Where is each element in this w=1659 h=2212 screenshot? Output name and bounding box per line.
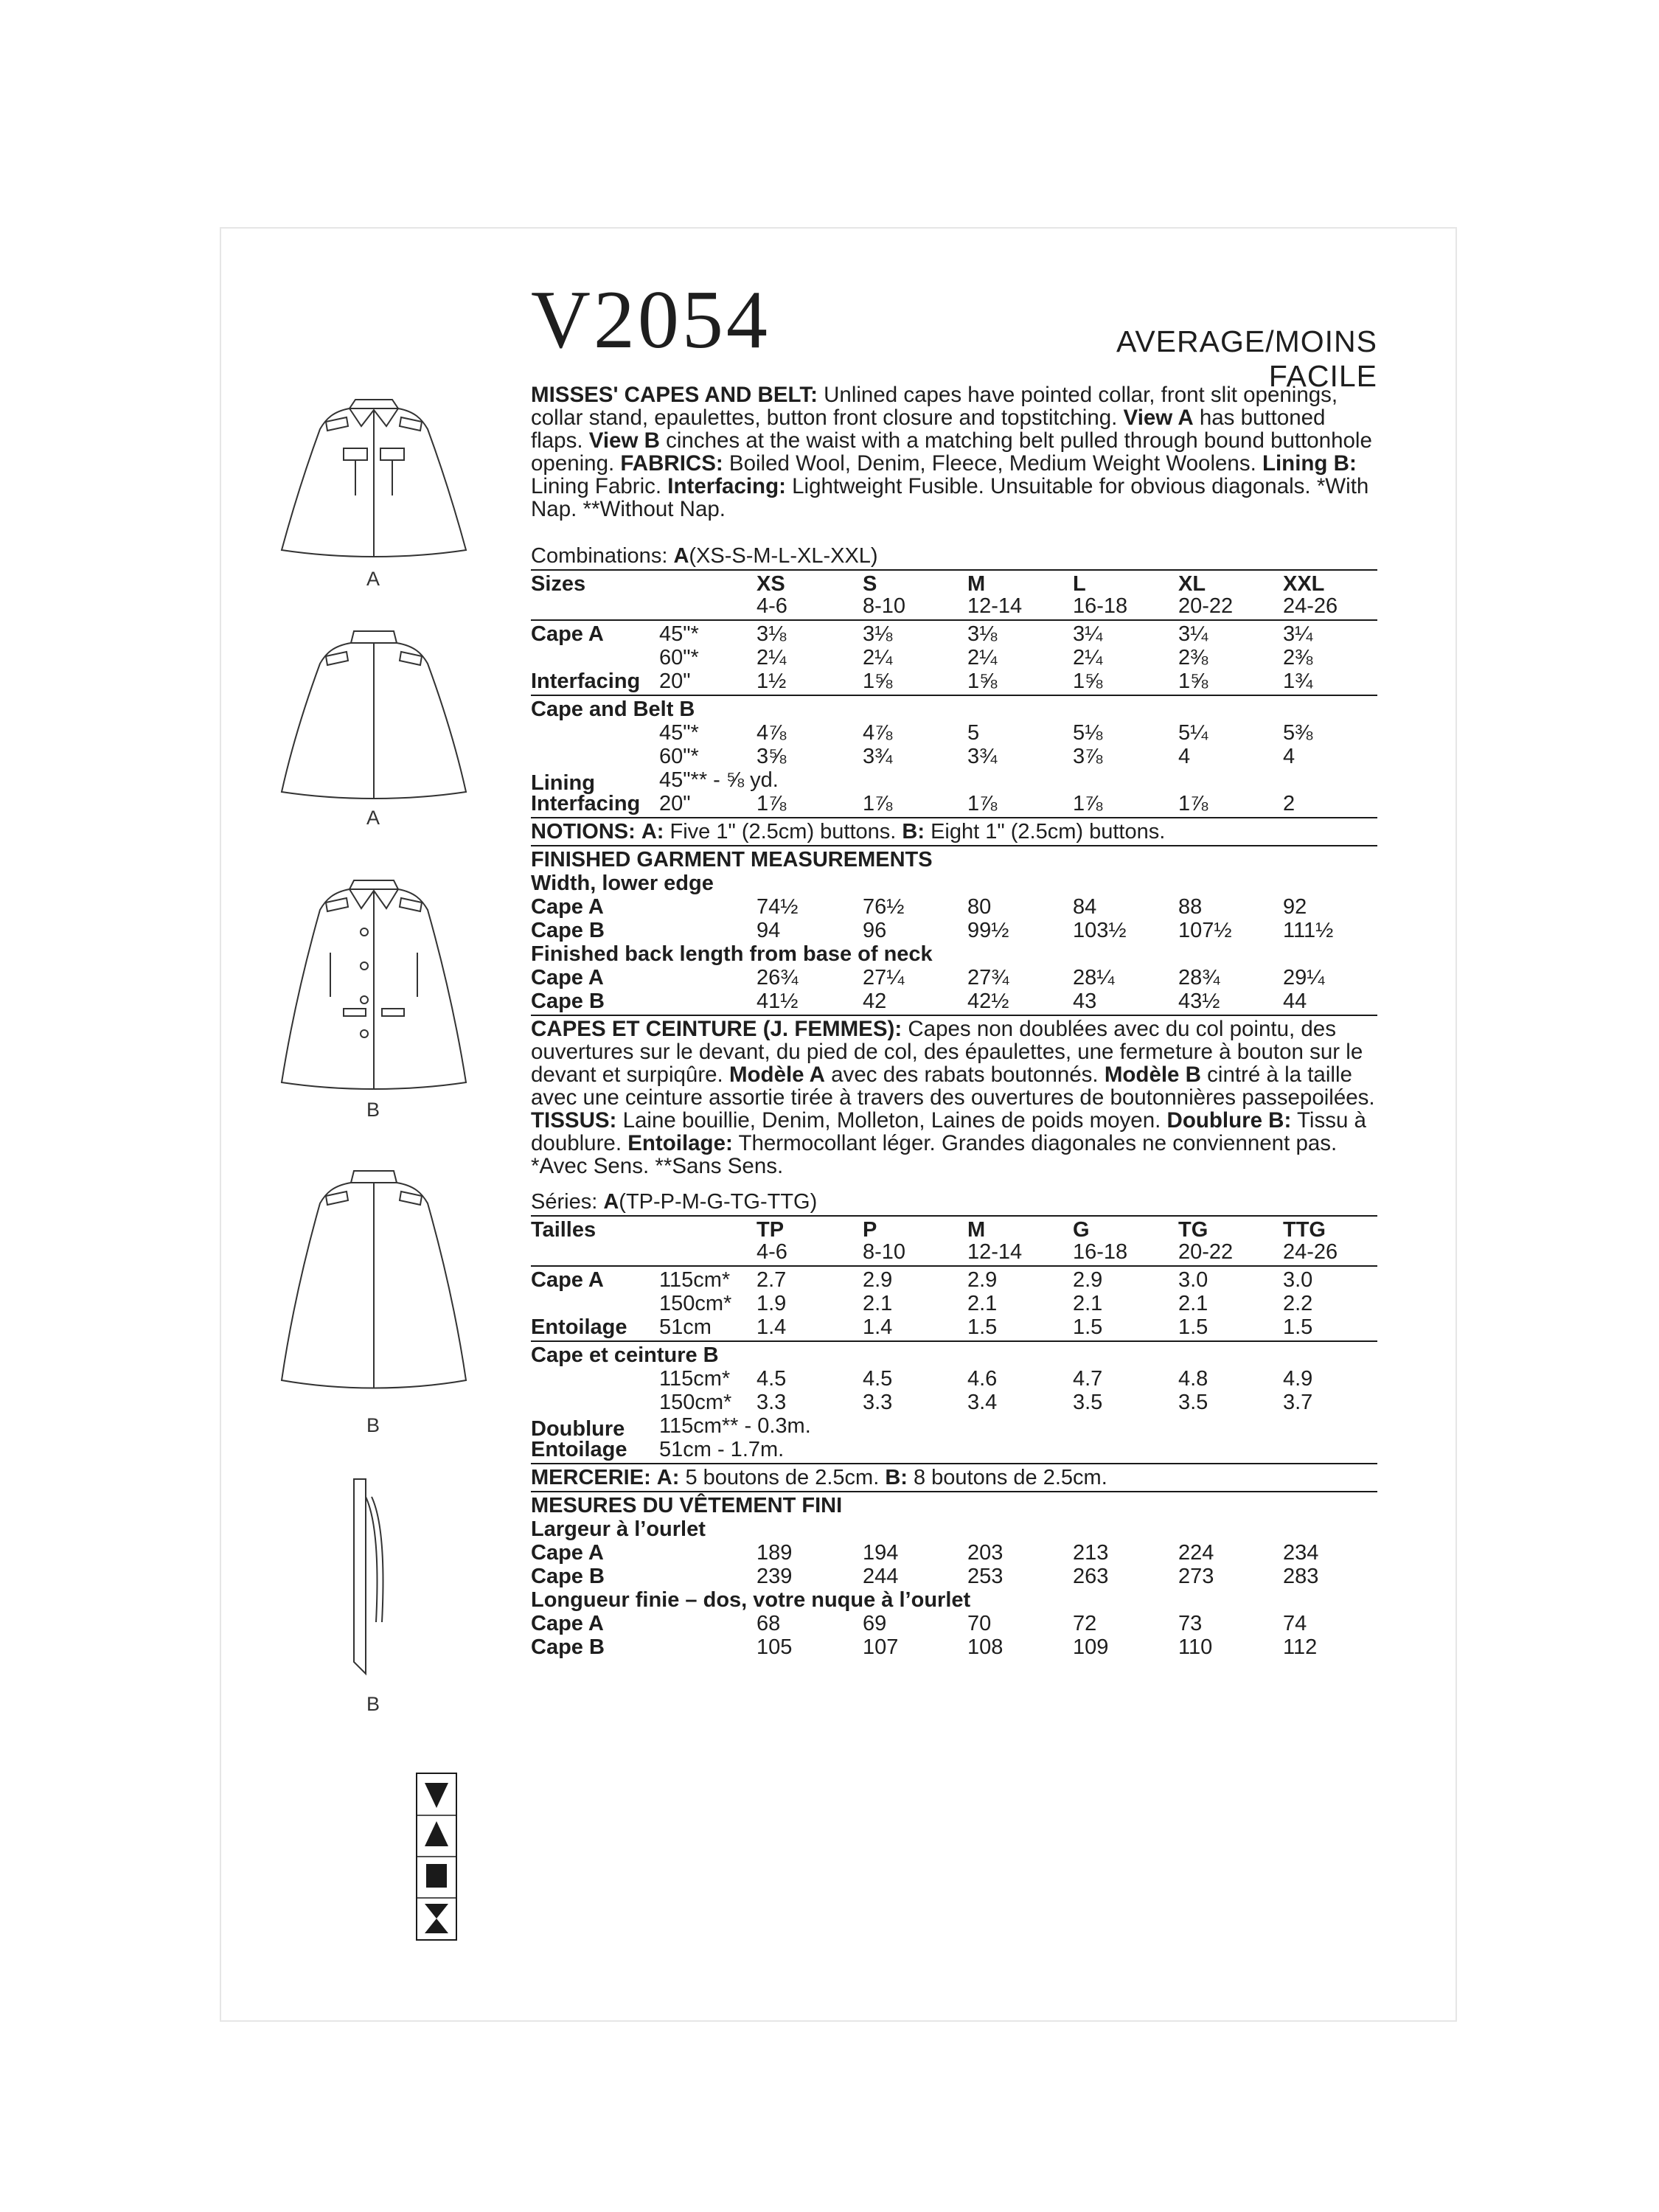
belt-icon <box>347 1475 391 1681</box>
view-label: B <box>366 1414 380 1436</box>
table-row: 60"* 3⅝ 3¾ 3¾ 3⅞ 4 4 <box>659 745 1295 768</box>
notions: NOTIONS: A: Five 1" (2.5cm) buttons. B: Eight 1" (2.5cm) buttons. <box>531 820 1166 844</box>
table-row: Entoilage 51cm 1.4 1.4 1.5 1.5 1.5 1.5 <box>531 1315 1313 1339</box>
table-row: Lining 45"** - ⅝ yd. <box>531 768 779 795</box>
table-row: Doublure 115cm** - 0.3m. <box>531 1414 811 1441</box>
view-label: B <box>366 1693 380 1715</box>
combinations-english: Combinations: A(XS-S-M-L-XL-XXL) <box>531 544 878 568</box>
finished-measurements-heading: FINISHED GARMENT MEASUREMENTS <box>531 848 933 872</box>
table-row: Interfacing 20" 1⅞ 1⅞ 1⅞ 1⅞ 1⅞ 2 <box>531 792 1295 815</box>
hourglass-icon <box>425 1904 448 1933</box>
table-row: Cape A 45"* 3⅛ 3⅛ 3⅛ 3¼ 3¼ 3¼ <box>531 622 1313 646</box>
table-row: Cape B 239 244 253 263 273 283 <box>531 1565 1319 1588</box>
table-row: 60"* 2¼ 2¼ 2¼ 2¼ 2⅜ 2⅜ <box>659 646 1313 669</box>
tailles-label: Tailles <box>531 1218 597 1242</box>
sizes-label: Sizes <box>531 572 586 596</box>
triangle-up-icon <box>425 1821 448 1846</box>
view-label: A <box>366 568 380 590</box>
cape-back-view-icon <box>274 1158 473 1394</box>
table-row: Cape A 68 69 70 72 73 74 <box>531 1612 1307 1635</box>
view-label: B <box>366 1099 380 1121</box>
cape-back-view-icon <box>274 619 473 804</box>
difficulty-level: AVERAGE/MOINS FACILE <box>1116 324 1377 393</box>
mesures-heading: MESURES DU VÊTEMENT FINI <box>531 1494 843 1517</box>
view-label: A <box>366 807 380 829</box>
table-row: 150cm* 3.3 3.3 3.4 3.5 3.5 3.7 <box>659 1391 1313 1414</box>
table-row: 45"* 4⅞ 4⅞ 5 5⅛ 5¼ 5⅜ <box>659 721 1313 745</box>
table-row: 150cm* 1.9 2.1 2.1 2.1 2.1 2.2 <box>659 1292 1313 1315</box>
fabric-symbols <box>416 1773 457 1941</box>
table-row: Entoilage 51cm - 1.7m. <box>531 1438 785 1461</box>
table-row: 115cm* 4.5 4.5 4.6 4.7 4.8 4.9 <box>659 1367 1313 1391</box>
pattern-number: V2054 <box>531 274 771 366</box>
table-row: Cape A 74½ 76½ 80 84 88 92 <box>531 895 1307 919</box>
table-row: Cape B 94 96 99½ 103½ 107½ 111½ <box>531 919 1334 942</box>
table-row: Cape A 115cm* 2.7 2.9 2.9 2.9 3.0 3.0 <box>531 1268 1313 1292</box>
cape-front-view-icon <box>274 385 473 562</box>
table-row: Interfacing 20" 1½ 1⅝ 1⅝ 1⅝ 1⅝ 1¾ <box>531 669 1313 693</box>
table-row: Cape A 26¾ 27¼ 27¾ 28¼ 28¾ 29¼ <box>531 966 1325 990</box>
mercerie: MERCERIE: A: 5 boutons de 2.5cm. B: 8 boutons de 2.5cm. <box>531 1466 1107 1489</box>
combinations-french: Séries: A(TP-P-M-G-TG-TTG) <box>531 1190 818 1214</box>
table-row: Cape A 189 194 203 213 224 234 <box>531 1541 1319 1565</box>
table-row: Cape B 105 107 108 109 110 112 <box>531 1635 1318 1659</box>
description-english: MISSES' CAPES AND BELT: Unlined capes have pointed collar, front slit openings, collar stand, epaulettes, button front closure and topstitching. View A has buttoned flaps. View B cinches at the waist with a matching belt pulled through bound buttonhole opening. FABRICS: Boiled Wool, Denim, Fleece, Medium Weight Woolens. Lining B: Lining Fabric. Interfacing: Lightweight Fusible. Unsuitable for obvious diagonals. *With Nap. **Without Nap. <box>531 383 1372 521</box>
square-icon <box>426 1864 447 1888</box>
triangle-down-icon <box>425 1783 448 1808</box>
description-french: CAPES ET CEINTURE (J. FEMMES): Capes non doublées avec du col pointu, des ouvertures sur le devant, du pied de col, des épaulettes, une fermeture à bouton sur le devant et surpiqûre. Modèle A avec des rabats boutonnés. Modèle B cintré à la taille avec une ceinture assortie tirée à travers des ouvertures de boutonnières passepoilées. TISSUS: Laine bouillie, Denim, Molleton, Laines de poids moyen. Doublure B: Tissu à doublure. Entoilage: Thermocollant léger. Grandes diagonales ne conviennent pas. *Avec Sens. **Sans Sens. <box>531 1017 1375 1178</box>
cape-front-view-icon <box>274 864 473 1093</box>
table-row: Cape B 41½ 42 42½ 43 43½ 44 <box>531 990 1307 1013</box>
